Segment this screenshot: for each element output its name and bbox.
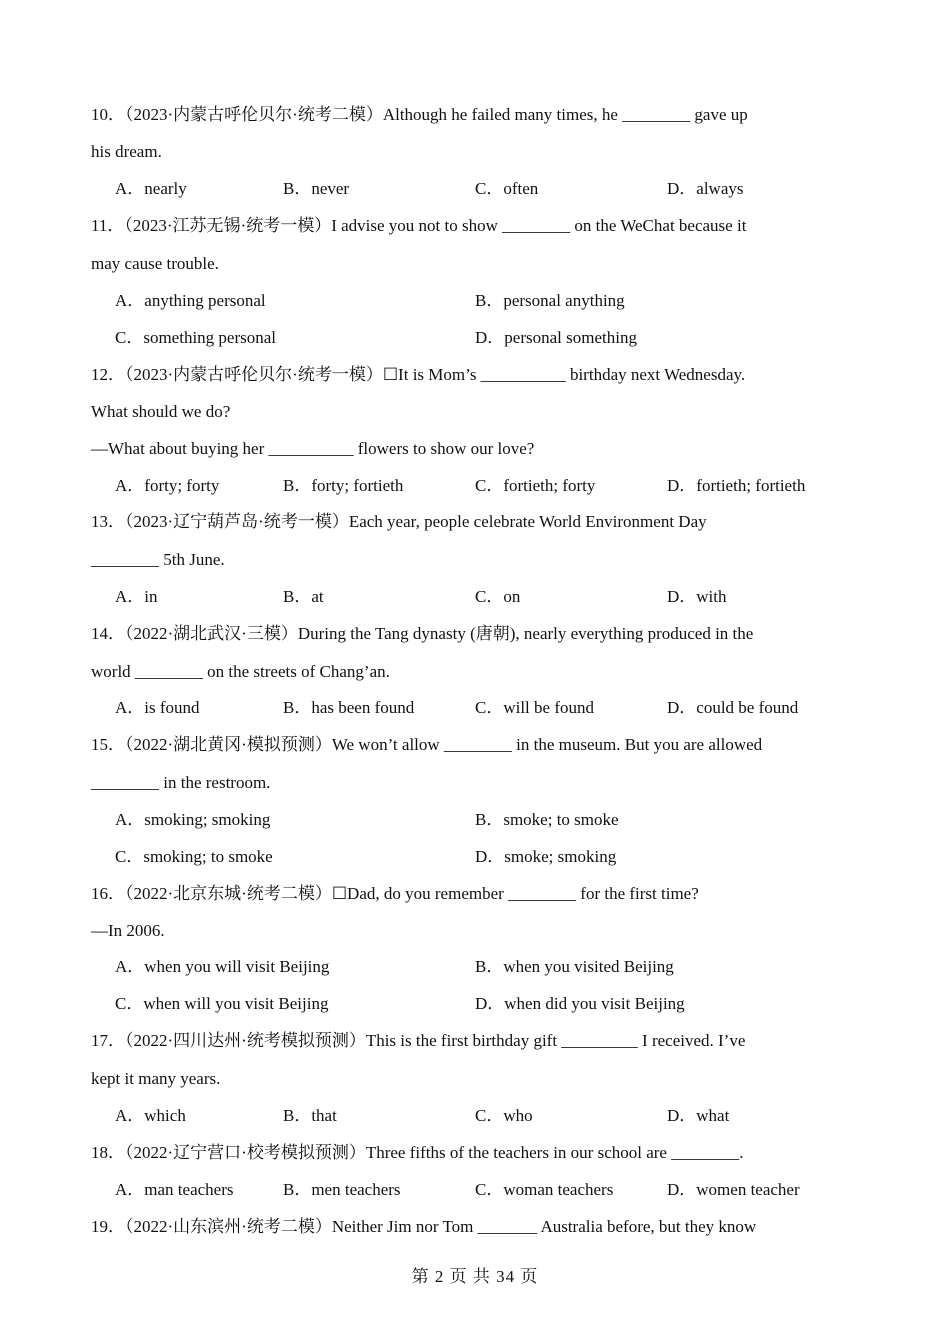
option-c: C．something personal (115, 328, 277, 347)
question-line: —In 2006. (91, 921, 165, 940)
option-c: C．fortieth; forty (475, 476, 596, 495)
question-line: ________ in the restroom. (91, 773, 271, 792)
option-b: B．when you visited Beijing (475, 957, 674, 976)
question-line: his dream. (91, 142, 162, 161)
option-c: C．will be found (475, 698, 594, 717)
option-a: A．smoking; smoking (115, 810, 271, 829)
option-c: C．when will you visit Beijing (115, 994, 329, 1013)
option-a: A．forty; forty (115, 476, 220, 495)
option-a: A．which (115, 1106, 186, 1125)
question-line: ________ 5th June. (91, 550, 225, 569)
option-d: D．fortieth; fortieth (667, 476, 806, 495)
option-a: A．is found (115, 698, 200, 717)
option-b: B．has been found (283, 698, 415, 717)
option-a: A．man teachers (115, 1180, 234, 1199)
question-line: world ________ on the streets of Chang’an. (91, 662, 390, 681)
option-a: A．when you will visit Beijing (115, 957, 330, 976)
page-number-footer: 第 2 页 共 34 页 (411, 1267, 539, 1286)
question-line: —What about buying her __________ flowers to show our love? (91, 439, 535, 458)
question-line: 10．（2023·内蒙古呼伦贝尔·统考二模）Although he failed many times, he ________ gave up (91, 105, 748, 124)
question-line: 19．（2022·山东滨州·统考二模）Neither Jim nor Tom _______ Australia before, but they know (91, 1217, 757, 1236)
option-b: B．personal anything (475, 291, 625, 310)
option-c: C．often (475, 179, 539, 198)
option-d: D．always (667, 179, 744, 198)
question-line: 18．（2022·辽宁营口·校考模拟预测）Three fifths of the teachers in our school are ________. (91, 1143, 744, 1162)
option-a: A．in (115, 587, 158, 606)
option-b: B．forty; fortieth (283, 476, 404, 495)
question-line: may cause trouble. (91, 254, 219, 273)
option-d: D．when did you visit Beijing (475, 994, 685, 1013)
option-c: C．smoking; to smoke (115, 847, 273, 866)
option-d: D．could be found (667, 698, 799, 717)
question-line: 16．（2022·北京东城·统考二模）☐Dad, do you remember ________ for the first time? (91, 884, 699, 903)
question-line: 13．（2023·辽宁葫芦岛·统考一模）Each year, people celebrate World Environment Day (91, 512, 707, 531)
option-a: A．anything personal (115, 291, 266, 310)
question-line: 14．（2022·湖北武汉·三模）During the Tang dynasty (唐朝), nearly everything produced in the (91, 624, 754, 643)
option-b: B．men teachers (283, 1180, 401, 1199)
option-a: A．nearly (115, 179, 187, 198)
option-b: B．smoke; to smoke (475, 810, 619, 829)
option-c: C．on (475, 587, 521, 606)
question-line: 15．（2022·湖北黄冈·模拟预测）We won’t allow ________ in the museum. But you are allowed (91, 735, 763, 754)
option-d: D．smoke; smoking (475, 847, 617, 866)
option-d: D．with (667, 587, 727, 606)
question-line: 12．（2023·内蒙古呼伦贝尔·统考一模）☐It is Mom’s __________ birthday next Wednesday. (91, 365, 746, 384)
option-b: B．never (283, 179, 350, 198)
option-b: B．that (283, 1106, 337, 1125)
option-b: B．at (283, 587, 324, 606)
option-d: D．women teacher (667, 1180, 800, 1199)
question-line: What should we do? (91, 402, 231, 421)
question-line: 11．（2023·江苏无锡·统考一模）I advise you not to show ________ on the WeChat because it (91, 216, 747, 235)
option-d: D．personal something (475, 328, 637, 347)
option-d: D．what (667, 1106, 730, 1125)
option-c: C．who (475, 1106, 533, 1125)
question-line: kept it many years. (91, 1069, 221, 1088)
option-c: C．woman teachers (475, 1180, 614, 1199)
question-line: 17．（2022·四川达州·统考模拟预测）This is the first birthday gift _________ I received. I’ve (91, 1031, 746, 1050)
